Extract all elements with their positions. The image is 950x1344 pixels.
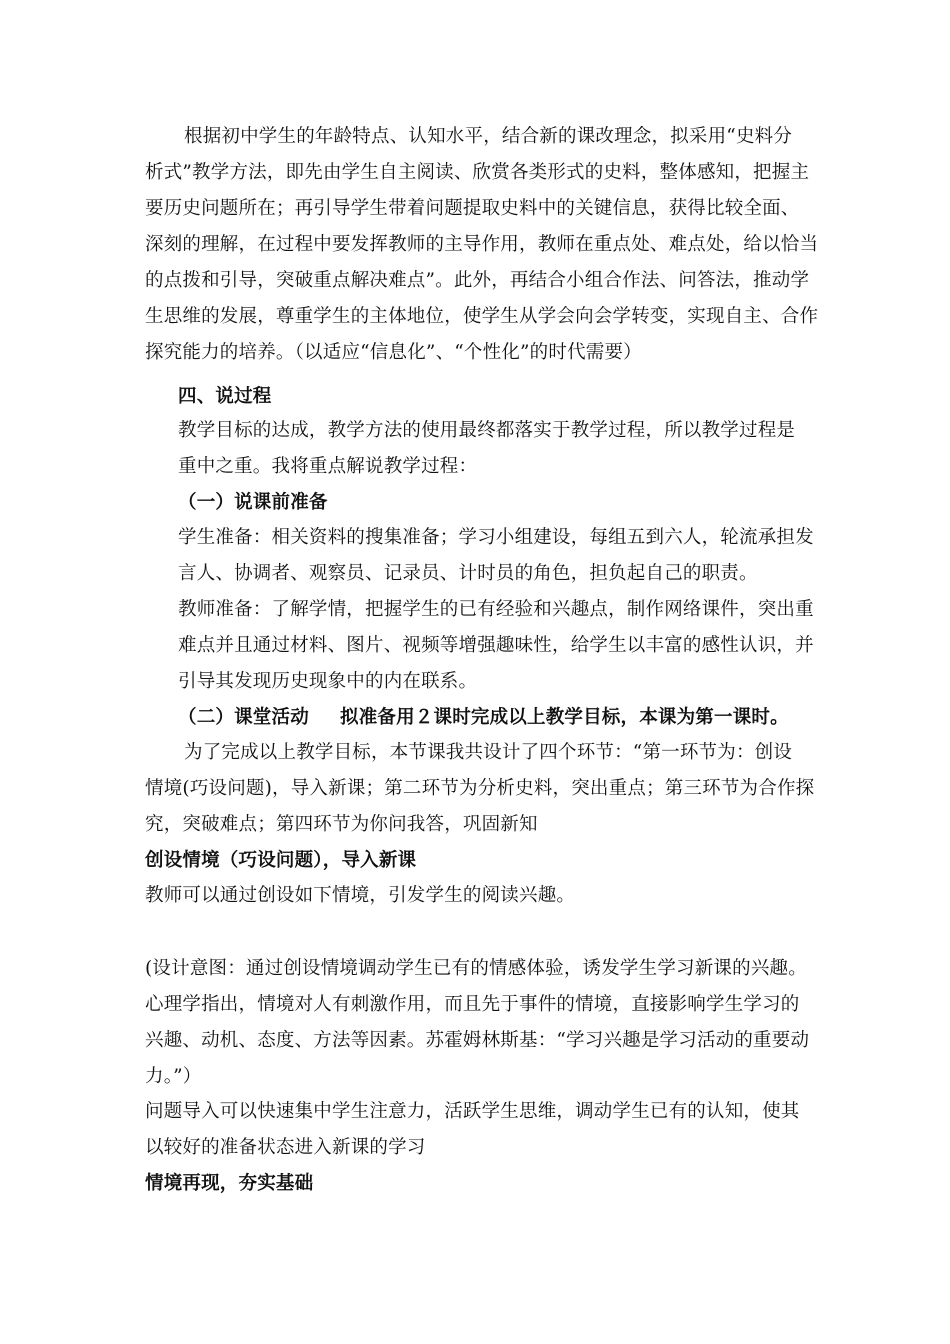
paragraph-methods-line-3: 要历史问题所在；再引导学生带着问题提取史料中的关键信息，获得比较全面、 (145, 198, 800, 219)
subsection-two-heading: （二）课堂活动 (178, 707, 309, 728)
section-four-intro-line-1: 教学目标的达成，教学方法的使用最终都落实于教学过程，所以教学过程是 (178, 420, 796, 441)
subsection-two-note: 拟准备用２课时完成以上教学目标，本课为第一课时。 (340, 707, 789, 728)
teacher-prep-line-3: 引导其发现历史现象中的内在联系。 (178, 671, 478, 692)
step-one-heading: 创设情境（巧设问题），导入新课 (145, 850, 417, 871)
design-intent-line-3: 兴趣、动机、态度、方法等因素。苏霍姆林斯基：“学习兴趣是学习活动的重要动 (145, 1030, 810, 1051)
design-intent-line-1: (设计意图：通过创设情境调动学生已有的情感体验，诱发学生学习新课的兴趣。 (145, 958, 807, 979)
paragraph-methods-line-5: 的点拨和引导，突破重点解决难点”。此外，再结合小组合作法、问答法，推动学 (145, 270, 810, 291)
step-two-heading: 情境再现，夯实基础 (145, 1173, 314, 1194)
subsection-two-intro-line-1: 为了完成以上教学目标，本节课我共设计了四个环节：“第一环节为：创设 (184, 742, 793, 763)
subsection-two-intro-line-3: 究，突破难点；第四环节为你问我答，巩固新知 (145, 814, 538, 835)
design-intent-line-4: 力。”） (145, 1066, 202, 1087)
paragraph-methods-line-2: 析式”教学方法，即先由学生自主阅读、欣赏各类形式的史料，整体感知，把握主 (145, 162, 810, 183)
teacher-prep-line-2: 难点并且通过材料、图片、视频等增强趣味性，给学生以丰富的感性认识，并 (178, 635, 814, 656)
section-four-intro-line-2: 重中之重。我将重点解说教学过程： (178, 456, 478, 477)
subsection-two-intro-line-2: 情境(巧设问题)，导入新课；第二环节为分析史料，突出重点；第三环节为合作探 (145, 778, 815, 799)
student-prep-line-1: 学生准备：相关资料的搜集准备；学习小组建设，每组五到六人，轮流承担发 (178, 527, 814, 548)
teacher-prep-line-1: 教师准备：了解学情，把握学生的已有经验和兴趣点，制作网络课件，突出重 (178, 599, 814, 620)
paragraph-methods-line-4: 深刻的理解，在过程中要发挥教师的主导作用，教师在重点处、难点处，给以恰当 (145, 234, 819, 255)
paragraph-methods-line-1: 根据初中学生的年龄特点、认知水平，结合新的课改理念，拟采用“史料分 (184, 126, 793, 147)
design-intent-line-2: 心理学指出，情境对人有刺激作用，而且先于事件的情境，直接影响学生学习的 (145, 994, 800, 1015)
paragraph-methods-line-7: 探究能力的培养。（以适应“信息化”、“个性化”的时代需要） (145, 342, 642, 363)
question-intro-line-2: 以较好的准备状态进入新课的学习 (145, 1137, 426, 1158)
subsection-one-heading: （一）说课前准备 (178, 492, 328, 513)
step-one-text: 教师可以通过创设如下情境，引发学生的阅读兴趣。 (145, 885, 576, 906)
student-prep-line-2: 言人、协调者、观察员、记录员、计时员的角色，担负起自己的职责。 (178, 563, 758, 584)
paragraph-methods-line-6: 生思维的发展，尊重学生的主体地位，使学生从学会向会学转变，实现自主、合作 (145, 306, 819, 327)
question-intro-line-1: 问题导入可以快速集中学生注意力，活跃学生思维，调动学生已有的认知，使其 (145, 1101, 800, 1122)
section-four-heading: 四、说过程 (178, 386, 272, 407)
